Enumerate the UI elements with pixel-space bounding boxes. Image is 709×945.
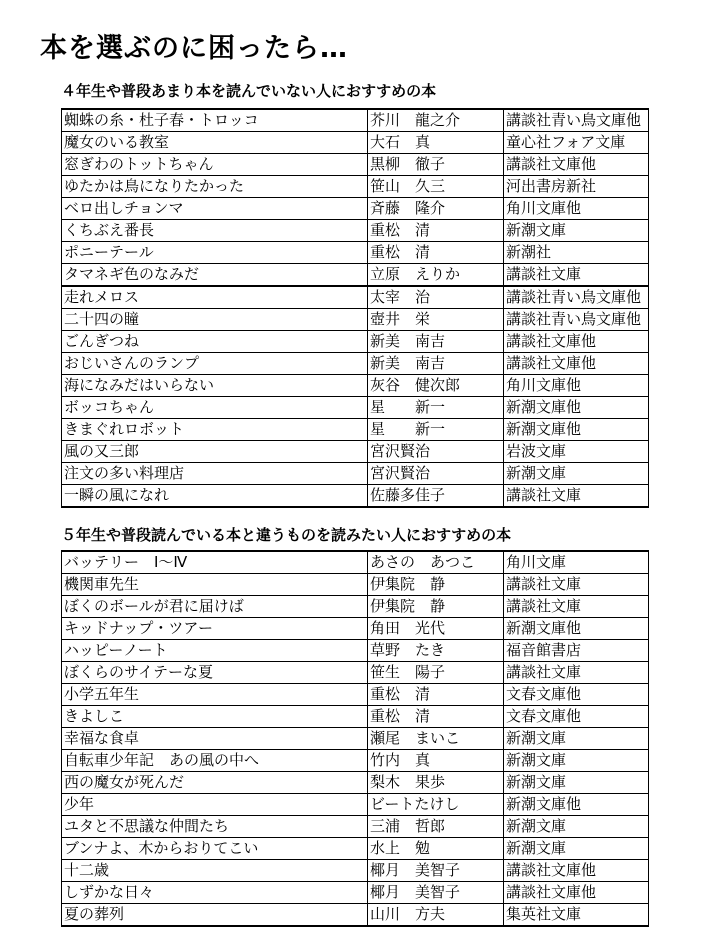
table-row	[62, 176, 649, 198]
author-cell: 新美 南吉	[368, 331, 504, 353]
author-cell: 立原 えりか	[368, 264, 504, 287]
table-row	[62, 309, 649, 331]
section2-title: ５年生や普段読んでいる本と違うものを読みたい人におすすめの本	[61, 526, 512, 544]
book-title-cell: 夏の葬列	[62, 904, 368, 927]
table-row	[62, 397, 649, 419]
author-cell: 新美 南吉	[368, 353, 504, 375]
publisher-cell: 講談社文庫他	[504, 154, 649, 176]
book-title-cell: 小学五年生	[62, 684, 368, 706]
publisher-cell: 新潮文庫他	[504, 794, 649, 816]
book-title-cell: ハッピーノート	[62, 640, 368, 662]
publisher-cell: 新潮文庫	[504, 816, 649, 838]
section2-book-table	[61, 550, 649, 927]
book-title-cell: 二十四の瞳	[62, 309, 368, 331]
author-cell: 星 新一	[368, 397, 504, 419]
table-row	[62, 684, 649, 706]
publisher-cell: 講談社青い鳥文庫他	[504, 109, 649, 132]
author-cell: 三浦 哲郎	[368, 816, 504, 838]
table-row	[62, 772, 649, 794]
book-title-cell: きまぐれロボット	[62, 419, 368, 441]
book-title-cell: 窓ぎわのトットちゃん	[62, 154, 368, 176]
publisher-cell: 新潮文庫他	[504, 397, 649, 419]
table-row	[62, 551, 649, 574]
publisher-cell: 文春文庫他	[504, 684, 649, 706]
table-row	[62, 838, 649, 860]
book-title-cell: キッドナップ・ツアー	[62, 618, 368, 640]
book-title-cell: ベロ出しチョンマ	[62, 198, 368, 220]
table-row	[62, 264, 649, 287]
table-row	[62, 904, 649, 927]
book-title-cell: ポニーテール	[62, 242, 368, 264]
book-title-cell: 幸福な食卓	[62, 728, 368, 750]
publisher-cell: 集英社文庫	[504, 904, 649, 927]
publisher-cell: 新潮文庫	[504, 463, 649, 485]
publisher-cell: 新潮文庫他	[504, 618, 649, 640]
table-row	[62, 640, 649, 662]
book-title-cell: 蜘蛛の糸・杜子春・トロッコ	[62, 109, 368, 132]
author-cell: 黒柳 徹子	[368, 154, 504, 176]
publisher-cell: 講談社文庫	[504, 574, 649, 596]
table-row	[62, 618, 649, 640]
publisher-cell: 講談社文庫他	[504, 331, 649, 353]
author-cell: 重松 清	[368, 706, 504, 728]
author-cell: 草野 たき	[368, 640, 504, 662]
author-cell: 竹内 真	[368, 750, 504, 772]
table-row	[62, 242, 649, 264]
book-title-cell: ぼくのボールが君に届けば	[62, 596, 368, 618]
publisher-cell: 岩波文庫	[504, 441, 649, 463]
publisher-cell: 新潮社	[504, 242, 649, 264]
publisher-cell: 講談社文庫	[504, 596, 649, 618]
author-cell: 角田 光代	[368, 618, 504, 640]
author-cell: 宮沢賢治	[368, 441, 504, 463]
book-title-cell: 西の魔女が死んだ	[62, 772, 368, 794]
table-row	[62, 794, 649, 816]
publisher-cell: 新潮文庫	[504, 220, 649, 242]
book-title-cell: 海になみだはいらない	[62, 375, 368, 397]
publisher-cell: 講談社青い鳥文庫他	[504, 286, 649, 309]
table-row	[62, 728, 649, 750]
author-cell: 水上 勉	[368, 838, 504, 860]
author-cell: 笹生 陽子	[368, 662, 504, 684]
author-cell: 瀬尾 まいこ	[368, 728, 504, 750]
author-cell: 壺井 栄	[368, 309, 504, 331]
publisher-cell: 講談社文庫	[504, 485, 649, 508]
book-title-cell: ユタと不思議な仲間たち	[62, 816, 368, 838]
author-cell: 佐藤多佳子	[368, 485, 504, 508]
book-title-cell: くちぶえ番長	[62, 220, 368, 242]
publisher-cell: 講談社青い鳥文庫他	[504, 309, 649, 331]
table-row	[62, 662, 649, 684]
table-row	[62, 441, 649, 463]
author-cell: 笹山 久三	[368, 176, 504, 198]
table-row	[62, 463, 649, 485]
book-title-cell: おじいさんのランプ	[62, 353, 368, 375]
book-title-cell: 機関車先生	[62, 574, 368, 596]
publisher-cell: 角川文庫他	[504, 198, 649, 220]
table-row	[62, 816, 649, 838]
book-title-cell: 魔女のいる教室	[62, 132, 368, 154]
publisher-cell: 福音館書店	[504, 640, 649, 662]
table-row	[62, 596, 649, 618]
publisher-cell: 河出書房新社	[504, 176, 649, 198]
publisher-cell: 新潮文庫他	[504, 419, 649, 441]
author-cell: 星 新一	[368, 419, 504, 441]
book-title-cell: バッテリー Ⅰ～Ⅳ	[62, 551, 368, 574]
publisher-cell: 角川文庫他	[504, 375, 649, 397]
author-cell: 宮沢賢治	[368, 463, 504, 485]
publisher-cell: 講談社文庫	[504, 264, 649, 287]
publisher-cell: 講談社文庫他	[504, 860, 649, 882]
author-cell: 灰谷 健次郎	[368, 375, 504, 397]
publisher-cell: 童心社フォア文庫	[504, 132, 649, 154]
book-title-cell: 少年	[62, 794, 368, 816]
author-cell: 斉藤 隆介	[368, 198, 504, 220]
table-row	[62, 574, 649, 596]
author-cell: 重松 清	[368, 220, 504, 242]
section1-title: ４年生や普段あまり本を読んでいない人におすすめの本	[61, 82, 437, 100]
table-row	[62, 353, 649, 375]
table-row	[62, 286, 649, 309]
table-row	[62, 109, 649, 132]
author-cell: あさの あつこ	[368, 551, 504, 574]
book-title-cell: ごんぎつね	[62, 331, 368, 353]
table-row	[62, 419, 649, 441]
section1-book-table	[61, 108, 649, 508]
table-row	[62, 375, 649, 397]
book-title-cell: 自転車少年記 あの風の中へ	[62, 750, 368, 772]
book-title-cell: 走れメロス	[62, 286, 368, 309]
table-row	[62, 331, 649, 353]
publisher-cell: 新潮文庫	[504, 728, 649, 750]
author-cell: 重松 清	[368, 684, 504, 706]
author-cell: 伊集院 静	[368, 574, 504, 596]
author-cell: 山川 方夫	[368, 904, 504, 927]
table-row	[62, 132, 649, 154]
author-cell: 太宰 治	[368, 286, 504, 309]
publisher-cell: 角川文庫	[504, 551, 649, 574]
publisher-cell: 新潮文庫	[504, 750, 649, 772]
book-title-cell: 十二歳	[62, 860, 368, 882]
author-cell: 椰月 美智子	[368, 860, 504, 882]
author-cell: 大石 真	[368, 132, 504, 154]
author-cell: 梨木 果歩	[368, 772, 504, 794]
publisher-cell: 講談社文庫	[504, 662, 649, 684]
publisher-cell: 文春文庫他	[504, 706, 649, 728]
publisher-cell: 新潮文庫	[504, 772, 649, 794]
table-row	[62, 860, 649, 882]
author-cell: 伊集院 静	[368, 596, 504, 618]
book-title-cell: ボッコちゃん	[62, 397, 368, 419]
table-row	[62, 750, 649, 772]
book-title-cell: ゆたかは鳥になりたかった	[62, 176, 368, 198]
author-cell: 椰月 美智子	[368, 882, 504, 904]
table-row	[62, 220, 649, 242]
book-title-cell: 風の又三郎	[62, 441, 368, 463]
book-title-cell: 一瞬の風になれ	[62, 485, 368, 508]
page-title: 本を選ぶのに困ったら…	[40, 33, 348, 64]
table-row	[62, 882, 649, 904]
publisher-cell: 新潮文庫	[504, 838, 649, 860]
book-title-cell: しずかな日々	[62, 882, 368, 904]
author-cell: 重松 清	[368, 242, 504, 264]
table-row	[62, 198, 649, 220]
book-title-cell: タマネギ色のなみだ	[62, 264, 368, 287]
book-title-cell: ぼくらのサイテーな夏	[62, 662, 368, 684]
publisher-cell: 講談社文庫他	[504, 353, 649, 375]
author-cell: ビートたけし	[368, 794, 504, 816]
table-row	[62, 485, 649, 508]
table-row	[62, 154, 649, 176]
table-row	[62, 706, 649, 728]
book-title-cell: ブンナよ、木からおりてこい	[62, 838, 368, 860]
author-cell: 芥川 龍之介	[368, 109, 504, 132]
book-title-cell: 注文の多い料理店	[62, 463, 368, 485]
book-title-cell: きよしこ	[62, 706, 368, 728]
publisher-cell: 講談社文庫他	[504, 882, 649, 904]
